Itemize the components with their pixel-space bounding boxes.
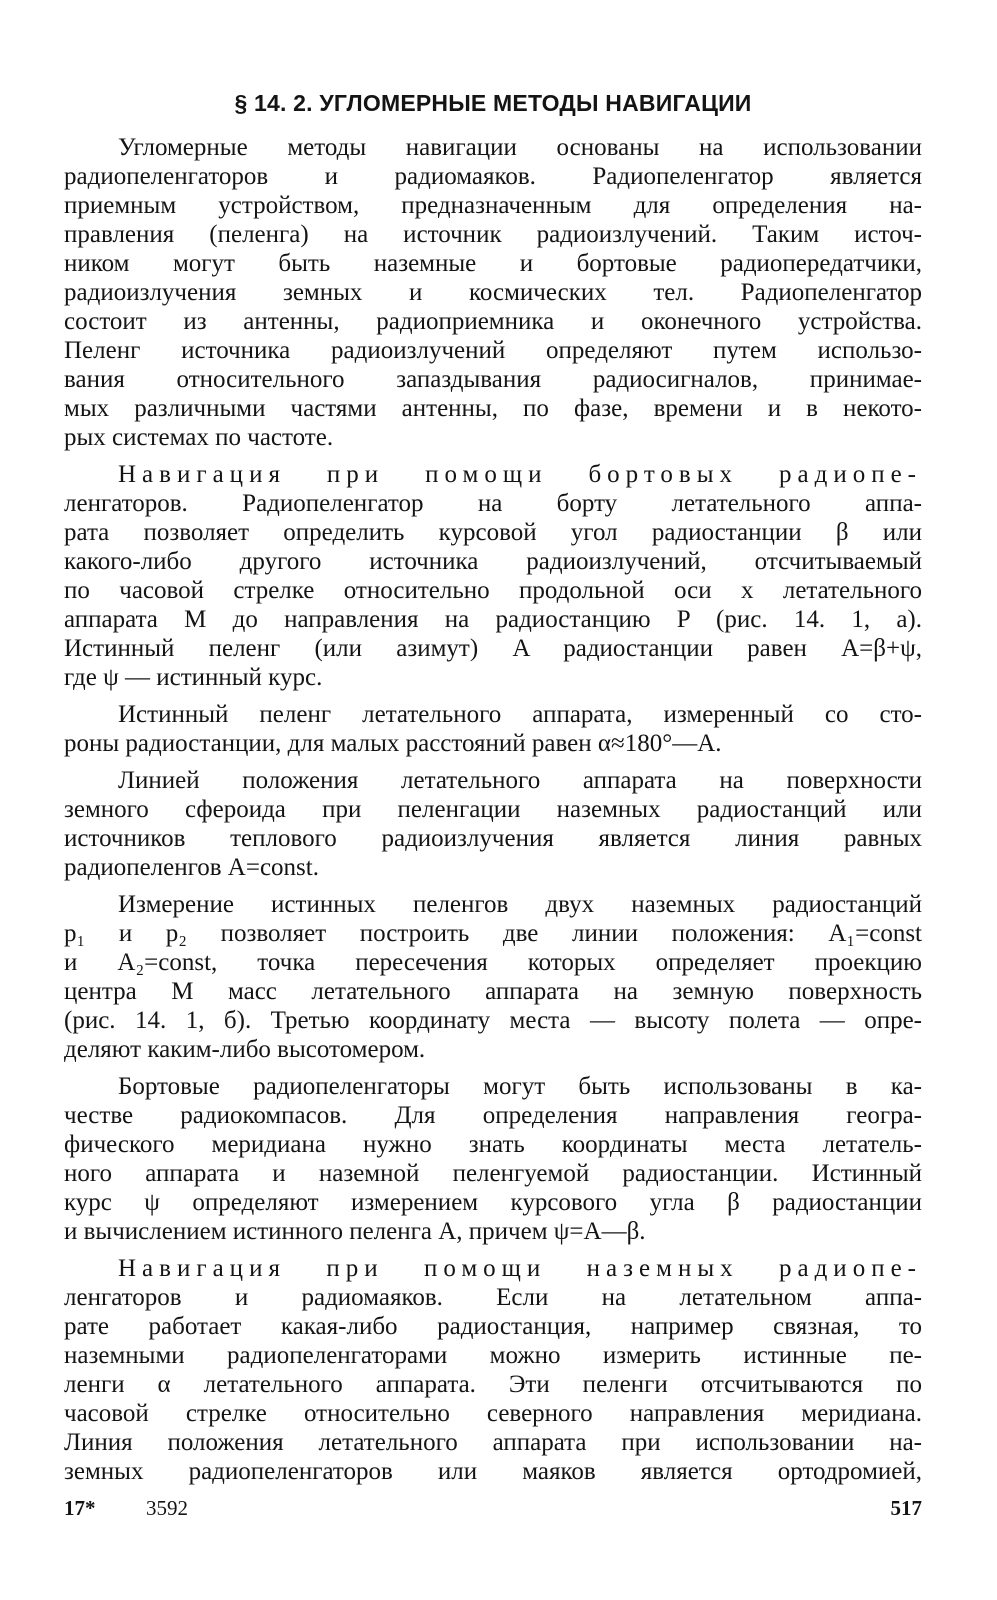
text-line: Линией положения летательного аппарата на поверхности (118, 767, 922, 794)
page-content (64, 90, 922, 1494)
text-line: ником могут быть наземные и бортовые радиопередатчики, (64, 250, 922, 277)
text-line: курс ψ определяют измерением курсового угла β радиостанции (64, 1189, 922, 1216)
text-line: по часовой стрелке относительно продольной оси x летательного (64, 577, 922, 604)
text-line: Бортовые радиопеленгаторы могут быть использованы в ка- (118, 1073, 922, 1100)
text-line: рых системах по частоте. (64, 424, 334, 451)
signature-mark: 17* (64, 1496, 96, 1520)
paragraph-4 (64, 766, 922, 882)
text-line: ного аппарата и наземной пеленгуемой радиостанции. Истинный (64, 1160, 922, 1187)
text-line: состоит из антенны, радиоприемника и оконечного устройства. (64, 308, 922, 335)
text-line: приемным устройством, предназначенным для определения на- (64, 192, 922, 219)
text-line: центра M масс летательного аппарата на земную поверхность (64, 978, 922, 1005)
section-heading: § 14. 2. УГЛОМЕРНЫЕ МЕТОДЫ НАВИГАЦИИ (234, 90, 752, 116)
paragraph-6 (64, 1072, 922, 1246)
text-line: Пеленг источника радиоизлучений определяют путем использо- (64, 337, 922, 364)
text-line: наземными радиопеленгаторами можно измерить истинные пе- (64, 1342, 922, 1369)
paragraph-7 (64, 1254, 922, 1486)
text-line: какого-либо другого источника радиоизлучений, отсчитываемый (64, 548, 922, 575)
text-line: радиопеленгаторов и радиомаяков. Радиопеленгатор является (64, 163, 922, 190)
text-line: p₁ и p₂ позволяет построить две линии положения: A₁=const (64, 920, 922, 947)
text-line: ленги α летательного аппарата. Эти пеленги отсчитываются по (64, 1371, 922, 1398)
paragraph-3 (64, 700, 922, 758)
text-line: земного сфероида при пеленгации наземных радиостанций или (64, 796, 922, 823)
text-line: Измерение истинных пеленгов двух наземных радиостанций (118, 891, 922, 918)
text-line: аппарата M до направления на радиостанцию P (рис. 14. 1, a). (64, 606, 922, 633)
text-line: (рис. 14. 1, б). Третью координату места — высоту полета — опре- (64, 1007, 922, 1034)
page-number: 517 (890, 1496, 922, 1520)
paragraph-1 (64, 133, 922, 452)
text-line: Угломерные методы навигации основаны на использовании (118, 134, 922, 161)
text-line: радиопеленгов A=const. (64, 854, 319, 881)
text-line: Навигация при помощи бортовых радиопе- (118, 461, 922, 488)
text-line: правления (пеленга) на источник радиоизлучений. Таким источ- (64, 221, 922, 248)
text-line: ленгаторов и радиомаяков. Если на летательном аппа- (64, 1284, 922, 1311)
text-line: фического меридиана нужно знать координаты места летатель- (64, 1131, 922, 1158)
text-line: вания относительного запаздывания радиосигналов, принимае- (64, 366, 922, 393)
text-line: земных радиопеленгаторов или маяков является ортодромией, (64, 1458, 922, 1485)
text-line: и вычислением истинного пеленга A, причем ψ=A—β. (64, 1218, 646, 1245)
text-line: радиоизлучения земных и космических тел. Радиопеленгатор (64, 279, 922, 306)
text-line: источников теплового радиоизлучения является линия равных (64, 825, 922, 852)
text-line: роны радиостанции, для малых расстояний равен α≈180°—A. (64, 730, 722, 757)
text-line: рате работает какая-либо радиостанция, например связная, то (64, 1313, 922, 1340)
text-line: Линия положения летательного аппарата при использовании на- (64, 1429, 922, 1456)
text-line: часовой стрелке относительно северного направления меридиана. (64, 1400, 922, 1427)
text-line: деляют каким-либо высотомером. (64, 1036, 426, 1063)
text-line: Истинный пеленг (или азимут) A радиостанции равен A=β+ψ, (64, 635, 922, 662)
text-line: и A₂=const, точка пересечения которых определяет проекцию (64, 949, 922, 976)
text-line: ленгаторов. Радиопеленгатор на борту летательного аппа- (64, 490, 922, 517)
paragraph-5 (64, 890, 922, 1064)
text-line: Истинный пеленг летательного аппарата, измеренный со сто- (118, 701, 922, 728)
print-code: 3592 (146, 1496, 188, 1520)
text-line: мых различными частями антенны, по фазе, времени и в некото- (64, 395, 922, 422)
text-line: Навигация при помощи наземных радиопе- (118, 1255, 922, 1282)
text-line: рата позволяет определить курсовой угол радиостанции β или (64, 519, 922, 546)
text-line: честве радиокомпасов. Для определения направления геогра- (64, 1102, 922, 1129)
paragraph-2 (64, 460, 922, 692)
text-line: где ψ — истинный курс. (64, 664, 323, 691)
